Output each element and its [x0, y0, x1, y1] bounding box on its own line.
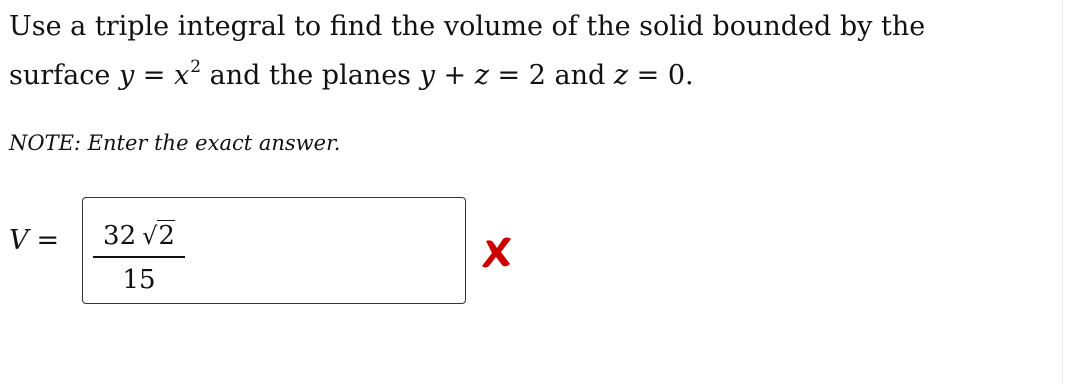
answer-fraction — [93, 218, 185, 298]
x-mark-icon — [480, 233, 514, 271]
note-text: NOTE: Enter the exact answer. — [9, 131, 341, 155]
numerator-coefficient: 32 — [103, 221, 137, 251]
answer-input[interactable] — [82, 197, 466, 304]
question-mid: and the planes — [201, 60, 420, 91]
sqrt-radicand: 2 — [158, 221, 175, 251]
question-and: and — [545, 60, 614, 91]
plane1-y: y — [419, 60, 435, 91]
question-text — [9, 2, 1029, 104]
plane1-z: z — [474, 60, 489, 91]
answer-equals: = — [36, 225, 60, 256]
plane1-equals: = 2 — [488, 60, 546, 91]
plane1-plus: + — [434, 60, 475, 91]
fraction-bar — [93, 256, 185, 258]
answer-variable: V — [9, 225, 29, 256]
answer-variable-label — [9, 225, 59, 256]
page-right-border — [1062, 0, 1063, 384]
fraction-numerator — [93, 218, 185, 254]
plane2-z: z — [613, 60, 629, 91]
surface-exponent: 2 — [190, 57, 202, 77]
sqrt-icon: √ — [142, 222, 158, 250]
surface-y: y — [118, 60, 135, 91]
surface-x: x — [174, 60, 190, 91]
x-mark-shape — [482, 238, 511, 268]
question-intro: Use a triple integral to find the volume of the solid bounded by the surface — [9, 11, 926, 91]
fraction-denominator: 15 — [122, 264, 156, 295]
plane2-equals: = 0. — [628, 60, 694, 91]
surface-equals: = — [134, 60, 174, 91]
